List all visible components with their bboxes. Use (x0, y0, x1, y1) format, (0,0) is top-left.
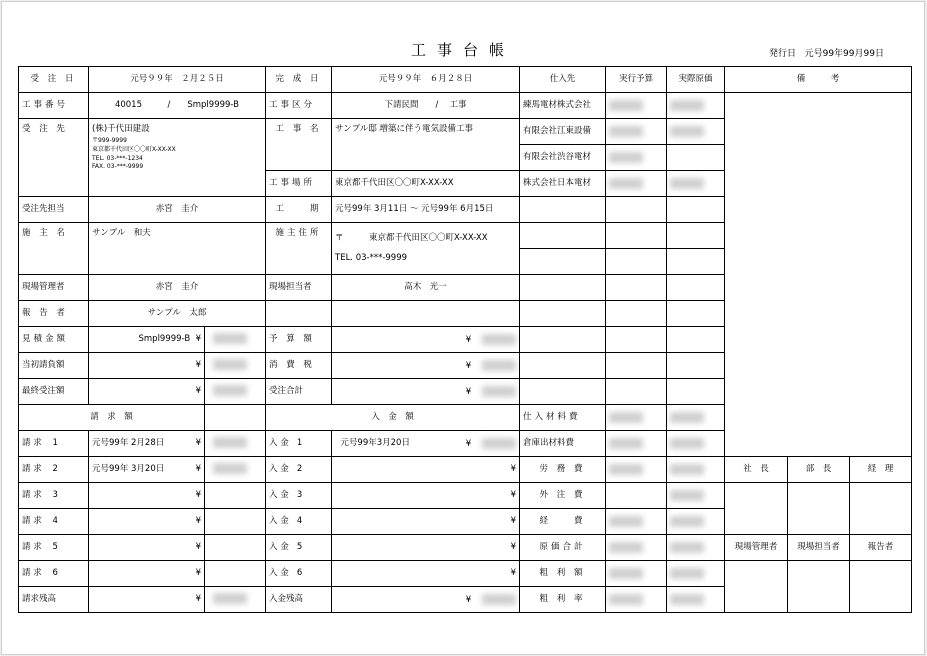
work-site-value: 東京都千代田区〇〇町X-XX-XX (332, 171, 520, 197)
work-no-label: 工事番号 (19, 93, 89, 119)
tax-value (332, 353, 520, 379)
payment-value: ¥ (332, 483, 520, 509)
invoice-amount (205, 431, 266, 457)
billing-balance-yen: ¥ (89, 587, 205, 613)
actual-cost-cell (667, 509, 725, 535)
approval-manager: 部 長 (788, 457, 850, 483)
reporter-label: 報 告 者 (19, 301, 89, 327)
invoice-amount (205, 535, 266, 561)
stamp-box-site-manager (725, 561, 788, 613)
actual-cost-cell (667, 483, 725, 509)
budget-header: 実行予算 (606, 67, 667, 93)
payment-label: 入 金 6 (266, 561, 332, 587)
purchase-material-label: 仕入材料費 (520, 405, 606, 431)
yen-mark: ¥ (465, 386, 472, 397)
budget-cell (606, 223, 667, 249)
budget-cell (606, 171, 667, 197)
period-label: 工 期 (266, 197, 332, 223)
final-order-amount (205, 379, 266, 405)
actual-cost-cell (667, 431, 725, 457)
actual-cost-cell (667, 587, 725, 613)
issue-date-label: 発行日 (769, 49, 797, 59)
site-person-value: 高木 光一 (332, 275, 520, 301)
payment-value: ¥ (332, 457, 520, 483)
client-label: 受 注 先 (19, 119, 89, 197)
approval-site-manager: 現場管理者 (725, 535, 788, 561)
owner-tel: TEL. 03-***-9999 (335, 252, 408, 263)
budget-cell (606, 119, 667, 145)
supplier-empty (520, 223, 606, 249)
budget-cell (606, 561, 667, 587)
actual-cost-cell (667, 405, 725, 431)
work-no-value: 40015 / Smpl9999-B (89, 93, 266, 119)
budget-cell (606, 327, 667, 353)
received-date-value: 元号９９年 ２月２５日 (89, 67, 266, 93)
gross-margin-label: 粗 利 率 (520, 587, 606, 613)
site-manager-label: 現場管理者 (19, 275, 89, 301)
stamp-box-manager (788, 483, 850, 535)
final-order-label: 最終受注額 (19, 379, 89, 405)
invoice-date: 元号99年 3月20日 ¥ (89, 457, 205, 483)
estimate-no (89, 327, 205, 353)
client-fax: FAX. 03-***-9999 (92, 163, 144, 171)
actual-cost-cell (667, 197, 725, 223)
estimate-no-value: Smpl9999-B (138, 333, 191, 344)
stamp-box-president (725, 483, 788, 535)
actual-cost-cell (667, 457, 725, 483)
supplier-name: 株式会社日本電材 (520, 171, 606, 197)
supplier-empty (520, 379, 606, 405)
ledger-page (1, 1, 925, 655)
blank-cell (332, 301, 520, 327)
actual-cost-cell (667, 171, 725, 197)
reporter-value: サンプル 太郎 (89, 301, 266, 327)
completed-date-label: 完 成 日 (266, 67, 332, 93)
payment-label: 入 金 2 (266, 457, 332, 483)
payment-balance-label: 入金残高 (266, 587, 332, 613)
ledger-table (18, 66, 912, 613)
work-type-label: 工事区分 (266, 93, 332, 119)
yen-mark: ¥ (465, 360, 472, 371)
work-type-value: 下請民間 / 工事 (332, 93, 520, 119)
payment-value: ¥ (332, 509, 520, 535)
invoice-label: 請 求 5 (19, 535, 89, 561)
owner-name-label: 施 主 名 (19, 223, 89, 275)
page-title: 工事台帳 (410, 41, 515, 59)
billing-balance-label: 請求残高 (19, 587, 89, 613)
payment-label: 入 金 1 (266, 431, 332, 457)
payment-value: 元号99年3月20日 ¥ (332, 431, 520, 457)
payment-balance-value: ¥ (332, 587, 520, 613)
budget-cell (606, 379, 667, 405)
blank-cell (205, 405, 266, 431)
actual-cost-cell (667, 379, 725, 405)
invoice-amount (205, 483, 266, 509)
expenses-label: 経 費 (520, 509, 606, 535)
outsourcing-label: 外 注 費 (520, 483, 606, 509)
budget-amount-label: 予 算 額 (266, 327, 332, 353)
supplier-empty (520, 327, 606, 353)
actual-cost-cell (667, 249, 725, 275)
order-total-label: 受注合計 (266, 379, 332, 405)
initial-contract-yen: ¥ (89, 353, 205, 379)
approval-reporter: 報告者 (850, 535, 912, 561)
supplier-name: 有限会社江東設備 (520, 119, 606, 145)
budget-cell (606, 405, 667, 431)
invoice-date: ¥ (89, 561, 205, 587)
budget-cell (606, 483, 667, 509)
actual-cost-header: 実際原価 (667, 67, 725, 93)
payment-value: ¥ (332, 561, 520, 587)
remarks-area (725, 93, 912, 457)
site-person-label: 現場担当者 (266, 275, 332, 301)
billing-balance-amount (205, 587, 266, 613)
invoice-amount (205, 457, 266, 483)
supplier-empty (520, 275, 606, 301)
issue-date-value: 元号99年99月99日 (804, 49, 884, 59)
budget-cell (606, 301, 667, 327)
payment-header: 入 金 額 (266, 405, 520, 431)
site-manager-value: 赤宮 圭介 (89, 275, 266, 301)
labor-label: 労 務 費 (520, 457, 606, 483)
actual-cost-cell (667, 327, 725, 353)
cost-total-label: 原価合計 (520, 535, 606, 561)
approval-accounting: 経 理 (850, 457, 912, 483)
invoice-date: ¥ (89, 509, 205, 535)
budget-cell (606, 93, 667, 119)
invoice-label: 請 求 2 (19, 457, 89, 483)
payment-value: ¥ (332, 535, 520, 561)
client-contact-label: 受注先担当 (19, 197, 89, 223)
supplier-empty (520, 197, 606, 223)
budget-cell (606, 145, 667, 171)
budget-cell (606, 275, 667, 301)
yen-mark: ¥ (195, 333, 201, 344)
invoice-amount (205, 561, 266, 587)
gross-profit-label: 粗 利 額 (520, 561, 606, 587)
budget-cell (606, 431, 667, 457)
client-tel: TEL. 03-***-1234 (92, 154, 143, 162)
yen-mark: ¥ (465, 334, 472, 345)
actual-cost-cell (667, 561, 725, 587)
warehouse-material-label: 倉庫出材料費 (520, 431, 606, 457)
work-name-label: 工 事 名 (266, 119, 332, 171)
work-site-label: 工事場所 (266, 171, 332, 197)
supplier-empty (520, 301, 606, 327)
payment-label: 入 金 5 (266, 535, 332, 561)
actual-cost-cell (667, 301, 725, 327)
owner-address-label: 施主住所 (266, 223, 332, 275)
tax-label: 消 費 税 (266, 353, 332, 379)
supplier-name: 有限会社渋谷電材 (520, 145, 606, 171)
actual-cost-cell (667, 145, 725, 171)
payment-label: 入 金 3 (266, 483, 332, 509)
client-address: 東京都千代田区〇〇町X-XX-XX (92, 146, 176, 154)
client-block (89, 119, 266, 197)
actual-cost-cell (667, 535, 725, 561)
supplier-empty (520, 249, 606, 275)
actual-cost-cell (667, 119, 725, 145)
work-name-value: サンプル邸 増築に伴う電気設備工事 (332, 119, 520, 171)
invoice-date: ¥ (89, 535, 205, 561)
stamp-box-site-person (788, 561, 850, 613)
supplier-header: 仕入先 (520, 67, 606, 93)
budget-cell (606, 249, 667, 275)
budget-cell (606, 509, 667, 535)
actual-cost-cell (667, 223, 725, 249)
estimate-amount (205, 327, 266, 353)
actual-cost-cell (667, 93, 725, 119)
issue-date (769, 46, 884, 59)
payment-label: 入 金 4 (266, 509, 332, 535)
invoice-label: 請 求 4 (19, 509, 89, 535)
budget-cell (606, 353, 667, 379)
remarks-header: 備 考 (725, 67, 912, 93)
supplier-name: 練馬電材株式会社 (520, 93, 606, 119)
supplier-empty (520, 353, 606, 379)
client-contact-value: 赤宮 圭介 (89, 197, 266, 223)
approval-site-person: 現場担当者 (788, 535, 850, 561)
period-value: 元号99年 3月11日 ～ 元号99年 6月15日 (332, 197, 520, 223)
owner-address-block (332, 223, 520, 275)
invoice-label: 請 求 6 (19, 561, 89, 587)
blank-cell (266, 301, 332, 327)
invoice-date: 元号99年 2月28日 ¥ (89, 431, 205, 457)
invoice-amount (205, 509, 266, 535)
budget-amount-value (332, 327, 520, 353)
actual-cost-cell (667, 275, 725, 301)
billing-header: 請 求 額 (19, 405, 205, 431)
owner-address: 〒 東京都千代田区〇〇町X-XX-XX (335, 233, 488, 244)
budget-cell (606, 587, 667, 613)
invoice-label: 請 求 1 (19, 431, 89, 457)
budget-cell (606, 457, 667, 483)
stamp-box-accounting (850, 483, 912, 535)
initial-contract-label: 当初請負額 (19, 353, 89, 379)
owner-name-value: サンプル 和夫 (89, 223, 266, 275)
actual-cost-cell (667, 353, 725, 379)
final-order-yen: ¥ (89, 379, 205, 405)
received-date-label: 受 注 日 (19, 67, 89, 93)
budget-cell (606, 535, 667, 561)
client-zip: 〒999-9999 (92, 137, 127, 145)
order-total-value (332, 379, 520, 405)
invoice-date: ¥ (89, 483, 205, 509)
estimate-label: 見積金額 (19, 327, 89, 353)
completed-date-value: 元号９９年 ６月２８日 (332, 67, 520, 93)
stamp-box-reporter (850, 561, 912, 613)
approval-president: 社 長 (725, 457, 788, 483)
budget-cell (606, 197, 667, 223)
client-name: (株)千代田建設 (92, 124, 150, 134)
initial-contract-amount (205, 353, 266, 379)
invoice-label: 請 求 3 (19, 483, 89, 509)
